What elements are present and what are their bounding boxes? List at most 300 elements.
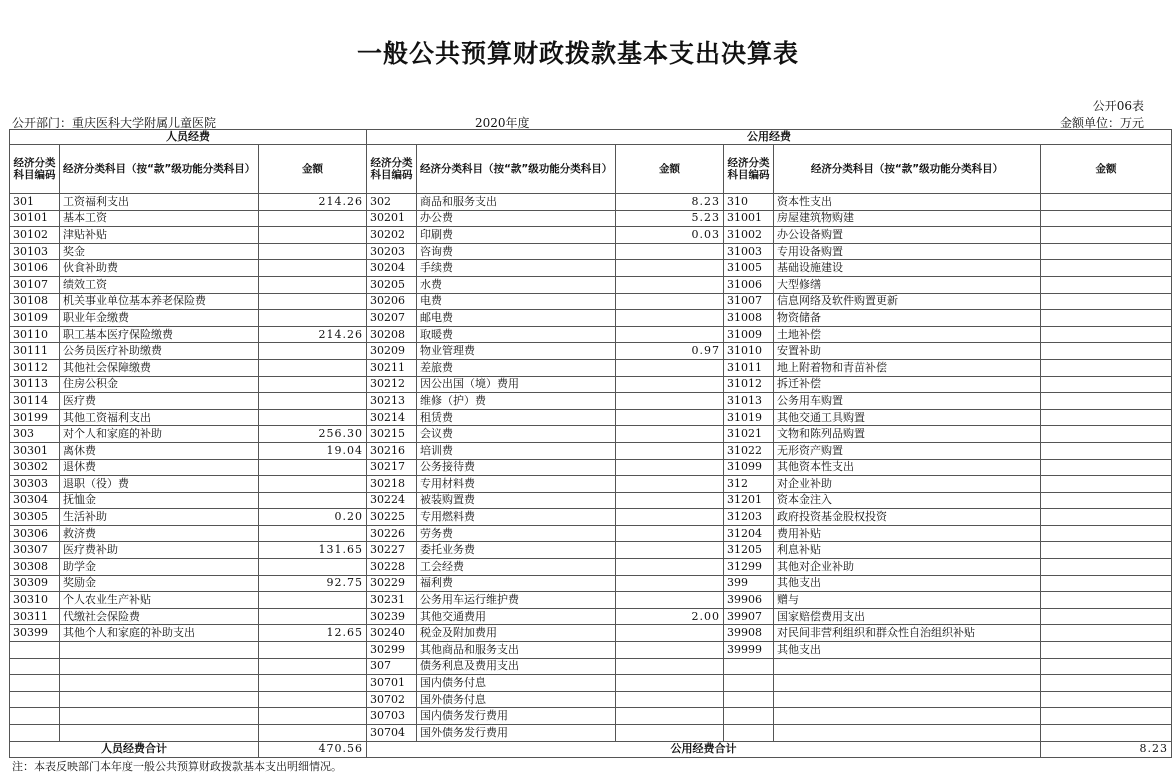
personnel-amount-cell — [259, 525, 367, 542]
public-a-amount-cell — [616, 293, 724, 310]
personnel-amount-cell: 92.75 — [259, 575, 367, 592]
public-a-code-cell: 30225 — [367, 509, 417, 526]
public-a-amount-cell — [616, 592, 724, 609]
public-a-code-cell: 30201 — [367, 210, 417, 227]
public-a-code-cell: 30217 — [367, 459, 417, 476]
public-b-amount-cell — [1041, 492, 1172, 509]
public-a-amount-cell — [616, 625, 724, 642]
personnel-code-cell: 30110 — [10, 326, 60, 343]
public-a-amount-cell — [616, 525, 724, 542]
personnel-code-cell: 30301 — [10, 442, 60, 459]
public-a-code-cell: 30240 — [367, 625, 417, 642]
public-a-code-cell: 30211 — [367, 359, 417, 376]
public-a-name-cell: 取暖费 — [417, 326, 616, 343]
public-b-name-cell: 利息补贴 — [774, 542, 1041, 559]
public-b-amount-cell — [1041, 426, 1172, 443]
personnel-code-cell: 30112 — [10, 359, 60, 376]
table-row — [10, 409, 1172, 426]
personnel-name-cell: 助学金 — [60, 559, 259, 576]
public-a-amount-cell — [616, 658, 724, 675]
public-a-amount-cell — [616, 376, 724, 393]
public-a-code-cell: 30203 — [367, 243, 417, 260]
personnel-code-cell: 30399 — [10, 625, 60, 642]
public-b-code-cell: 31009 — [724, 326, 774, 343]
personnel-amount-cell: 19.04 — [259, 442, 367, 459]
public-b-name-cell: 其他支出 — [774, 575, 1041, 592]
public-b-name-cell: 大型修缮 — [774, 276, 1041, 293]
public-b-code-cell: 39907 — [724, 608, 774, 625]
amount-unit: 金额单位：万元 — [1059, 116, 1144, 130]
header-code: 经济分类科目编码 — [367, 145, 417, 194]
public-a-amount-cell: 8.23 — [616, 194, 724, 211]
public-a-name-cell: 印刷费 — [417, 227, 616, 244]
public-a-amount-cell — [616, 675, 724, 692]
public-a-code-cell: 30216 — [367, 442, 417, 459]
public-b-code-cell: 310 — [724, 194, 774, 211]
personnel-amount-cell — [259, 459, 367, 476]
public-a-code-cell: 30214 — [367, 409, 417, 426]
public-a-code-cell: 30204 — [367, 260, 417, 277]
public-b-name-cell — [774, 675, 1041, 692]
table-row — [10, 509, 1172, 526]
public-b-name-cell: 专用设备购置 — [774, 243, 1041, 260]
personnel-code-cell: 30101 — [10, 210, 60, 227]
personnel-name-cell: 绩效工资 — [60, 276, 259, 293]
personnel-code-cell: 30199 — [10, 409, 60, 426]
public-a-code-cell: 30208 — [367, 326, 417, 343]
table-body — [10, 194, 1172, 742]
header-amount: 金额 — [1041, 145, 1172, 194]
personnel-name-cell: 代缴社会保险费 — [60, 608, 259, 625]
table-row — [10, 658, 1172, 675]
public-b-amount-cell — [1041, 658, 1172, 675]
public-b-code-cell — [724, 691, 774, 708]
expenditure-table — [9, 129, 1172, 758]
public-a-amount-cell — [616, 492, 724, 509]
table-row — [10, 426, 1172, 443]
public-b-name-cell — [774, 658, 1041, 675]
public-b-amount-cell — [1041, 194, 1172, 211]
section-personnel: 人员经费 — [10, 130, 367, 145]
fiscal-year: 2020年度 — [475, 116, 530, 130]
public-b-name-cell — [774, 725, 1041, 742]
public-b-amount-cell — [1041, 691, 1172, 708]
public-a-amount-cell — [616, 509, 724, 526]
public-a-code-cell: 30703 — [367, 708, 417, 725]
personnel-code-cell — [10, 725, 60, 742]
public-a-code-cell: 30228 — [367, 559, 417, 576]
table-row — [10, 293, 1172, 310]
public-a-name-cell: 税金及附加费用 — [417, 625, 616, 642]
header-name: 经济分类科目（按“款”级功能分类科目） — [60, 145, 259, 194]
table-row — [10, 243, 1172, 260]
personnel-code-cell: 301 — [10, 194, 60, 211]
table-row — [10, 559, 1172, 576]
table-row — [10, 575, 1172, 592]
header-name: 经济分类科目（按“款”级功能分类科目） — [417, 145, 616, 194]
public-b-amount-cell — [1041, 243, 1172, 260]
personnel-name-cell — [60, 691, 259, 708]
public-b-name-cell: 资本金注入 — [774, 492, 1041, 509]
personnel-amount-cell — [259, 559, 367, 576]
public-a-code-cell: 30224 — [367, 492, 417, 509]
table-row — [10, 492, 1172, 509]
public-b-name-cell: 对民间非营利组织和群众性自治组织补贴 — [774, 625, 1041, 642]
table-row — [10, 642, 1172, 659]
personnel-name-cell: 住房公积金 — [60, 376, 259, 393]
personnel-code-cell: 30307 — [10, 542, 60, 559]
public-b-amount-cell — [1041, 625, 1172, 642]
public-b-amount-cell — [1041, 310, 1172, 327]
public-b-amount-cell — [1041, 542, 1172, 559]
personnel-name-cell: 职工基本医疗保险缴费 — [60, 326, 259, 343]
public-total-label: 公用经费合计 — [367, 741, 1041, 758]
public-a-name-cell: 国外债务发行费用 — [417, 725, 616, 742]
public-b-code-cell: 31021 — [724, 426, 774, 443]
personnel-name-cell — [60, 708, 259, 725]
public-a-amount-cell — [616, 642, 724, 659]
personnel-amount-cell — [259, 658, 367, 675]
personnel-code-cell: 30308 — [10, 559, 60, 576]
public-a-name-cell: 电费 — [417, 293, 616, 310]
public-a-name-cell: 水费 — [417, 276, 616, 293]
table-row — [10, 476, 1172, 493]
personnel-name-cell — [60, 725, 259, 742]
public-a-amount-cell — [616, 476, 724, 493]
table-row — [10, 227, 1172, 244]
public-a-name-cell: 国外债务付息 — [417, 691, 616, 708]
public-a-code-cell: 30212 — [367, 376, 417, 393]
personnel-code-cell: 30109 — [10, 310, 60, 327]
public-a-code-cell: 30239 — [367, 608, 417, 625]
header-code: 经济分类科目编码 — [10, 145, 60, 194]
personnel-amount-cell — [259, 708, 367, 725]
table-row — [10, 525, 1172, 542]
report-title: 一般公共预算财政拨款基本支出决算表 — [356, 39, 799, 68]
public-b-name-cell: 土地补偿 — [774, 326, 1041, 343]
personnel-amount-cell: 214.26 — [259, 326, 367, 343]
personnel-code-cell: 30107 — [10, 276, 60, 293]
personnel-code-cell: 30102 — [10, 227, 60, 244]
public-b-code-cell: 31002 — [724, 227, 774, 244]
public-a-amount-cell — [616, 326, 724, 343]
public-a-name-cell: 国内债务付息 — [417, 675, 616, 692]
public-b-code-cell: 312 — [724, 476, 774, 493]
public-b-code-cell: 31204 — [724, 525, 774, 542]
personnel-amount-cell: 131.65 — [259, 542, 367, 559]
public-b-amount-cell — [1041, 260, 1172, 277]
public-b-code-cell: 31006 — [724, 276, 774, 293]
public-a-code-cell: 30206 — [367, 293, 417, 310]
public-b-name-cell: 公务用车购置 — [774, 393, 1041, 410]
personnel-amount-cell — [259, 376, 367, 393]
public-b-amount-cell — [1041, 675, 1172, 692]
header-amount: 金额 — [616, 145, 724, 194]
personnel-name-cell: 退休费 — [60, 459, 259, 476]
personnel-code-cell — [10, 675, 60, 692]
personnel-name-cell: 抚恤金 — [60, 492, 259, 509]
public-b-amount-cell — [1041, 376, 1172, 393]
personnel-code-cell: 30311 — [10, 608, 60, 625]
public-a-name-cell: 其他交通费用 — [417, 608, 616, 625]
personnel-amount-cell — [259, 260, 367, 277]
public-a-amount-cell — [616, 542, 724, 559]
public-b-amount-cell — [1041, 442, 1172, 459]
personnel-name-cell — [60, 675, 259, 692]
table-row — [10, 442, 1172, 459]
personnel-name-cell: 奖金 — [60, 243, 259, 260]
public-b-name-cell: 其他支出 — [774, 642, 1041, 659]
public-a-name-cell: 专用材料费 — [417, 476, 616, 493]
personnel-amount-cell — [259, 725, 367, 742]
personnel-name-cell: 个人农业生产补贴 — [60, 592, 259, 609]
public-b-name-cell: 国家赔偿费用支出 — [774, 608, 1041, 625]
public-a-name-cell: 办公费 — [417, 210, 616, 227]
public-a-code-cell: 30215 — [367, 426, 417, 443]
public-a-amount-cell — [616, 260, 724, 277]
public-a-name-cell: 物业管理费 — [417, 343, 616, 360]
public-b-code-cell: 31001 — [724, 210, 774, 227]
personnel-code-cell: 30113 — [10, 376, 60, 393]
public-b-code-cell: 399 — [724, 575, 774, 592]
table-row — [10, 675, 1172, 692]
public-a-name-cell: 专用燃料费 — [417, 509, 616, 526]
table-row — [10, 343, 1172, 360]
public-b-amount-cell — [1041, 359, 1172, 376]
public-a-code-cell: 30704 — [367, 725, 417, 742]
personnel-code-cell: 30111 — [10, 343, 60, 360]
public-a-name-cell: 劳务费 — [417, 525, 616, 542]
public-b-code-cell: 31011 — [724, 359, 774, 376]
header-code: 经济分类科目编码 — [724, 145, 774, 194]
personnel-code-cell: 30306 — [10, 525, 60, 542]
public-a-code-cell: 30299 — [367, 642, 417, 659]
public-a-name-cell: 培训费 — [417, 442, 616, 459]
personnel-name-cell: 其他社会保障缴费 — [60, 359, 259, 376]
public-b-code-cell: 31099 — [724, 459, 774, 476]
public-b-code-cell — [724, 675, 774, 692]
public-a-name-cell: 商品和服务支出 — [417, 194, 616, 211]
personnel-amount-cell — [259, 642, 367, 659]
public-b-name-cell: 对企业补助 — [774, 476, 1041, 493]
personnel-amount-cell — [259, 393, 367, 410]
personnel-amount-cell — [259, 476, 367, 493]
table-row — [10, 359, 1172, 376]
personnel-name-cell: 其他个人和家庭的补助支出 — [60, 625, 259, 642]
public-a-code-cell: 30702 — [367, 691, 417, 708]
public-b-name-cell: 房屋建筑物购建 — [774, 210, 1041, 227]
public-b-code-cell: 31008 — [724, 310, 774, 327]
personnel-code-cell — [10, 642, 60, 659]
public-b-name-cell: 地上附着物和青苗补偿 — [774, 359, 1041, 376]
personnel-amount-cell: 0.20 — [259, 509, 367, 526]
public-a-amount-cell — [616, 725, 724, 742]
public-b-name-cell: 资本性支出 — [774, 194, 1041, 211]
public-a-code-cell: 30209 — [367, 343, 417, 360]
public-a-code-cell: 30207 — [367, 310, 417, 327]
public-a-amount-cell — [616, 393, 724, 410]
public-a-code-cell: 302 — [367, 194, 417, 211]
public-b-name-cell — [774, 708, 1041, 725]
public-b-amount-cell — [1041, 210, 1172, 227]
public-b-amount-cell — [1041, 559, 1172, 576]
public-a-code-cell: 30231 — [367, 592, 417, 609]
public-b-amount-cell — [1041, 525, 1172, 542]
personnel-name-cell: 救济费 — [60, 525, 259, 542]
public-b-code-cell: 31007 — [724, 293, 774, 310]
public-b-amount-cell — [1041, 409, 1172, 426]
public-a-name-cell: 被装购置费 — [417, 492, 616, 509]
public-b-name-cell: 文物和陈列品购置 — [774, 426, 1041, 443]
public-a-name-cell: 差旅费 — [417, 359, 616, 376]
public-a-name-cell: 手续费 — [417, 260, 616, 277]
personnel-name-cell: 对个人和家庭的补助 — [60, 426, 259, 443]
personnel-amount-cell: 214.26 — [259, 194, 367, 211]
personnel-amount-cell — [259, 675, 367, 692]
personnel-name-cell: 基本工资 — [60, 210, 259, 227]
public-a-code-cell: 30213 — [367, 393, 417, 410]
public-a-amount-cell — [616, 310, 724, 327]
public-a-amount-cell — [616, 559, 724, 576]
public-b-name-cell: 办公设备购置 — [774, 227, 1041, 244]
personnel-name-cell: 奖励金 — [60, 575, 259, 592]
public-a-amount-cell — [616, 409, 724, 426]
public-b-name-cell: 物资储备 — [774, 310, 1041, 327]
table-row — [10, 608, 1172, 625]
table-row — [10, 691, 1172, 708]
personnel-code-cell: 303 — [10, 426, 60, 443]
public-b-amount-cell — [1041, 293, 1172, 310]
personnel-total-amount: 470.56 — [259, 741, 367, 758]
public-a-amount-cell — [616, 575, 724, 592]
personnel-name-cell: 伙食补助费 — [60, 260, 259, 277]
public-a-name-cell: 维修（护）费 — [417, 393, 616, 410]
personnel-name-cell: 退职（役）费 — [60, 476, 259, 493]
public-b-amount-cell — [1041, 459, 1172, 476]
public-a-amount-cell: 5.23 — [616, 210, 724, 227]
public-a-name-cell: 债务利息及费用支出 — [417, 658, 616, 675]
public-b-code-cell — [724, 708, 774, 725]
public-a-amount-cell: 0.03 — [616, 227, 724, 244]
public-b-amount-cell — [1041, 642, 1172, 659]
public-a-name-cell: 其他商品和服务支出 — [417, 642, 616, 659]
public-b-name-cell: 其他对企业补助 — [774, 559, 1041, 576]
table-row — [10, 625, 1172, 642]
public-a-amount-cell: 0.97 — [616, 343, 724, 360]
public-a-amount-cell — [616, 243, 724, 260]
public-b-amount-cell — [1041, 276, 1172, 293]
table-row — [10, 276, 1172, 293]
public-a-code-cell: 30701 — [367, 675, 417, 692]
personnel-name-cell: 津贴补贴 — [60, 227, 259, 244]
public-b-name-cell: 赠与 — [774, 592, 1041, 609]
personnel-amount-cell — [259, 210, 367, 227]
table-row — [10, 459, 1172, 476]
personnel-code-cell: 30304 — [10, 492, 60, 509]
public-b-amount-cell — [1041, 708, 1172, 725]
public-b-code-cell — [724, 725, 774, 742]
public-b-amount-cell — [1041, 393, 1172, 410]
public-a-name-cell: 咨询费 — [417, 243, 616, 260]
public-b-code-cell: 31005 — [724, 260, 774, 277]
public-b-name-cell: 信息网络及软件购置更新 — [774, 293, 1041, 310]
table-row — [10, 210, 1172, 227]
public-a-code-cell: 30218 — [367, 476, 417, 493]
public-b-amount-cell — [1041, 575, 1172, 592]
form-code: 公开06表 — [1092, 99, 1144, 113]
public-b-code-cell: 31003 — [724, 243, 774, 260]
public-a-code-cell: 307 — [367, 658, 417, 675]
public-a-amount-cell — [616, 426, 724, 443]
public-b-name-cell: 其他交通工具购置 — [774, 409, 1041, 426]
personnel-code-cell: 30114 — [10, 393, 60, 410]
public-a-code-cell: 30229 — [367, 575, 417, 592]
public-a-name-cell: 租赁费 — [417, 409, 616, 426]
public-b-name-cell: 其他资本性支出 — [774, 459, 1041, 476]
personnel-amount-cell — [259, 343, 367, 360]
personnel-amount-cell — [259, 310, 367, 327]
personnel-amount-cell: 256.30 — [259, 426, 367, 443]
public-b-name-cell: 费用补贴 — [774, 525, 1041, 542]
personnel-code-cell — [10, 658, 60, 675]
public-a-name-cell: 福利费 — [417, 575, 616, 592]
public-total-amount: 8.23 — [1041, 741, 1172, 758]
personnel-name-cell: 医疗费补助 — [60, 542, 259, 559]
personnel-code-cell: 30303 — [10, 476, 60, 493]
personnel-code-cell — [10, 691, 60, 708]
personnel-code-cell: 30309 — [10, 575, 60, 592]
public-b-name-cell: 基础设施建设 — [774, 260, 1041, 277]
public-b-name-cell: 政府投资基金股权投资 — [774, 509, 1041, 526]
public-b-code-cell: 31203 — [724, 509, 774, 526]
public-a-name-cell: 因公出国（境）费用 — [417, 376, 616, 393]
table-row — [10, 194, 1172, 211]
public-a-name-cell: 邮电费 — [417, 310, 616, 327]
personnel-code-cell: 30302 — [10, 459, 60, 476]
personnel-name-cell: 其他工资福利支出 — [60, 409, 259, 426]
public-a-code-cell: 30205 — [367, 276, 417, 293]
personnel-amount-cell — [259, 592, 367, 609]
personnel-name-cell: 机关事业单位基本养老保险费 — [60, 293, 259, 310]
public-b-code-cell: 31012 — [724, 376, 774, 393]
public-a-amount-cell — [616, 691, 724, 708]
personnel-total-label: 人员经费合计 — [10, 741, 259, 758]
public-a-name-cell: 公务接待费 — [417, 459, 616, 476]
public-b-code-cell: 39906 — [724, 592, 774, 609]
public-b-code-cell: 39908 — [724, 625, 774, 642]
personnel-code-cell: 30103 — [10, 243, 60, 260]
department-label: 公开部门：重庆医科大学附属儿童医院 — [12, 116, 217, 130]
public-b-code-cell: 31013 — [724, 393, 774, 410]
public-a-amount-cell — [616, 708, 724, 725]
table-row — [10, 708, 1172, 725]
public-a-amount-cell — [616, 442, 724, 459]
personnel-name-cell: 公务员医疗补助缴费 — [60, 343, 259, 360]
personnel-amount-cell — [259, 293, 367, 310]
personnel-name-cell: 生活补助 — [60, 509, 259, 526]
public-b-name-cell: 拆迁补偿 — [774, 376, 1041, 393]
personnel-code-cell: 30106 — [10, 260, 60, 277]
public-a-amount-cell — [616, 459, 724, 476]
public-a-code-cell: 30226 — [367, 525, 417, 542]
personnel-amount-cell — [259, 227, 367, 244]
personnel-name-cell: 工资福利支出 — [60, 194, 259, 211]
personnel-name-cell — [60, 642, 259, 659]
public-a-code-cell: 30202 — [367, 227, 417, 244]
table-row — [10, 326, 1172, 343]
public-b-amount-cell — [1041, 326, 1172, 343]
personnel-amount-cell: 12.65 — [259, 625, 367, 642]
